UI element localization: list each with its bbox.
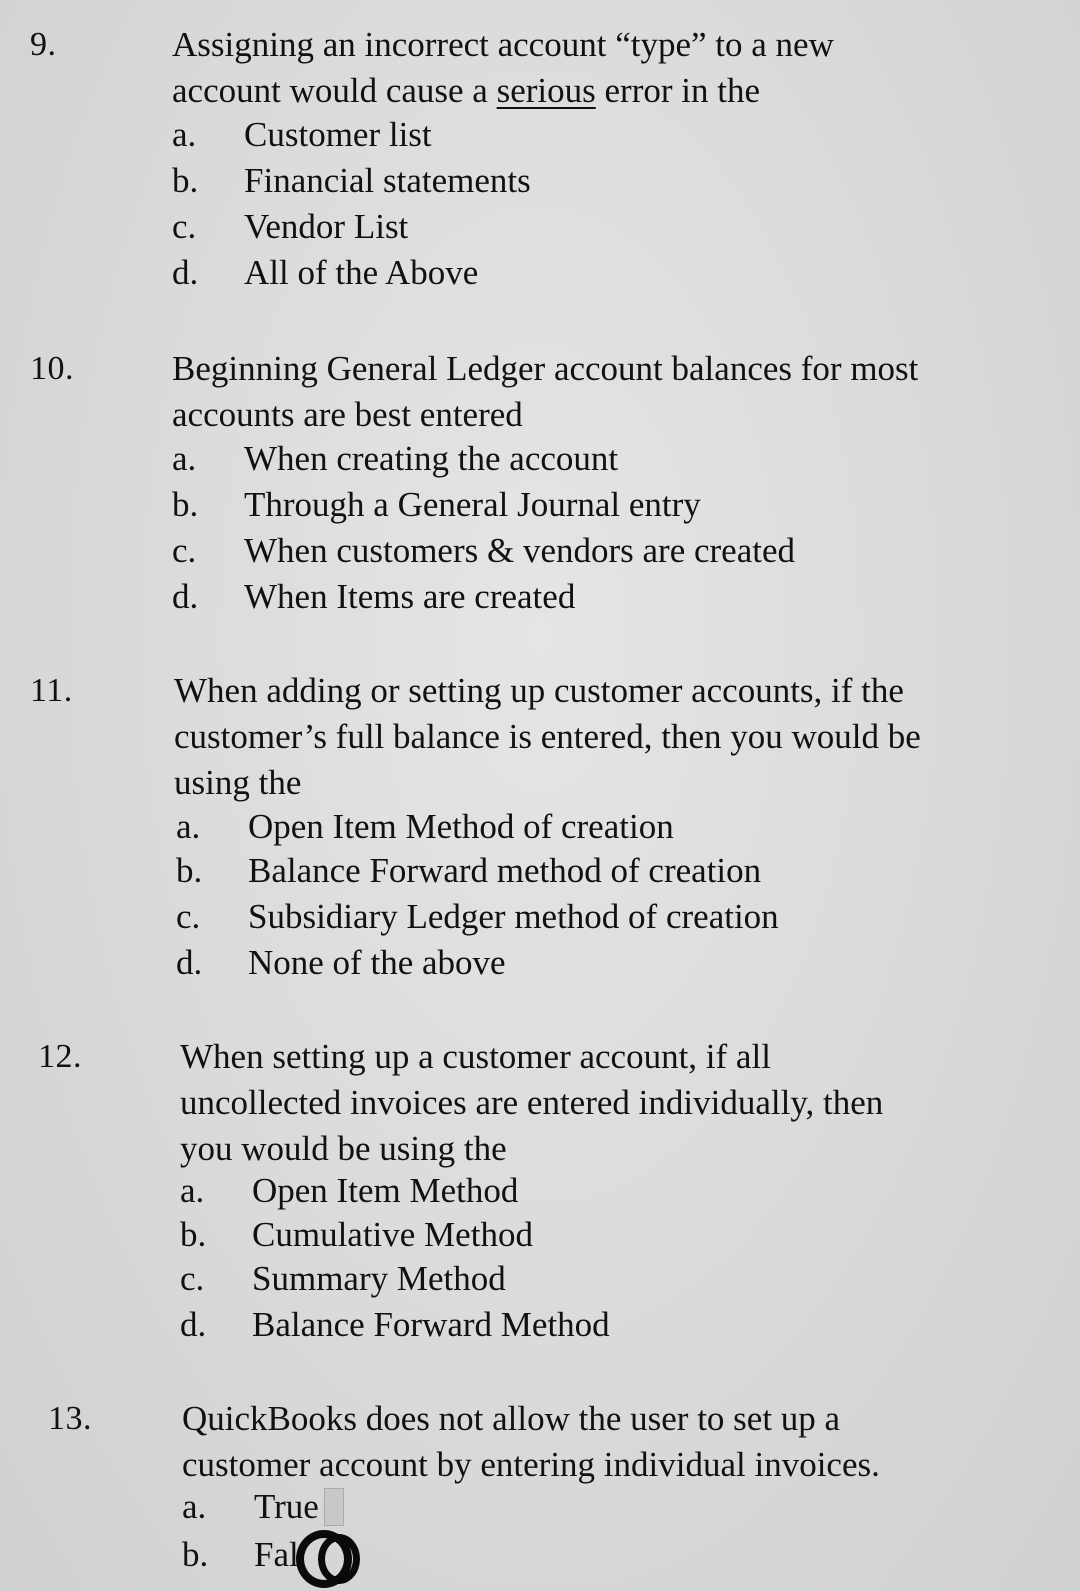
question-line: using the bbox=[174, 763, 302, 802]
option-d[interactable] bbox=[172, 250, 478, 296]
option-letter: c. bbox=[180, 1259, 205, 1298]
question-number: 12. bbox=[38, 1038, 82, 1075]
option-d[interactable] bbox=[176, 940, 506, 986]
option-a[interactable] bbox=[172, 112, 432, 158]
answer-circle-mark-inner bbox=[318, 1534, 360, 1584]
option-letter: a. bbox=[172, 439, 197, 478]
question-line: accounts are best entered bbox=[172, 395, 523, 434]
option-letter: d. bbox=[176, 943, 203, 982]
question-line: QuickBooks does not allow the user to set up a bbox=[182, 1399, 841, 1438]
option-b[interactable] bbox=[176, 848, 761, 894]
option-text: Through a General Journal entry bbox=[244, 485, 701, 524]
option-letter: c. bbox=[172, 531, 197, 570]
question-text bbox=[172, 346, 918, 438]
option-letter: b. bbox=[172, 485, 199, 524]
option-a[interactable] bbox=[172, 436, 618, 482]
question-line: you would be using the bbox=[180, 1129, 507, 1168]
option-a[interactable] bbox=[182, 1484, 319, 1530]
option-a[interactable] bbox=[180, 1168, 518, 1214]
option-b[interactable] bbox=[172, 158, 531, 204]
option-b[interactable] bbox=[182, 1532, 299, 1578]
option-letter: a. bbox=[182, 1487, 207, 1526]
option-text: Cumulative Method bbox=[252, 1215, 533, 1254]
question-line: Beginning General Ledger account balances for most bbox=[172, 349, 919, 388]
option-text: When customers & vendors are created bbox=[244, 531, 796, 570]
option-text: None of the above bbox=[248, 943, 506, 982]
question-line: customer’s full balance is entered, then you would be bbox=[174, 717, 921, 756]
option-text: Summary Method bbox=[252, 1259, 506, 1298]
option-letter: b. bbox=[176, 851, 203, 890]
option-a[interactable] bbox=[176, 804, 674, 850]
option-c[interactable] bbox=[176, 894, 779, 940]
option-text: When Items are created bbox=[244, 577, 576, 616]
question-number: 9. bbox=[30, 26, 57, 63]
option-text: When creating the account bbox=[244, 439, 619, 478]
question-line: When adding or setting up customer accounts, if the bbox=[174, 671, 904, 710]
option-b[interactable] bbox=[172, 482, 701, 528]
option-text: Customer list bbox=[244, 115, 432, 154]
option-letter: c. bbox=[176, 897, 201, 936]
question-line: customer account by entering individual invoices. bbox=[182, 1445, 880, 1484]
question-text bbox=[180, 1034, 883, 1172]
option-text: True bbox=[254, 1487, 319, 1526]
option-text: Open Item Method bbox=[252, 1171, 519, 1210]
option-c[interactable] bbox=[180, 1256, 506, 1302]
option-letter: b. bbox=[180, 1215, 207, 1254]
option-letter: a. bbox=[172, 115, 197, 154]
option-c[interactable] bbox=[172, 528, 795, 574]
question-line: When setting up a customer account, if all bbox=[180, 1037, 771, 1076]
option-text: Fal bbox=[254, 1535, 299, 1574]
option-b[interactable] bbox=[180, 1212, 533, 1258]
option-letter: c. bbox=[172, 207, 197, 246]
question-number: 11. bbox=[30, 672, 73, 709]
option-letter: b. bbox=[182, 1535, 209, 1574]
text-cursor-highlight bbox=[324, 1488, 344, 1526]
option-text: Open Item Method of creation bbox=[248, 807, 674, 846]
option-text: Financial statements bbox=[244, 161, 531, 200]
question-number: 13. bbox=[48, 1400, 92, 1437]
question-number: 10. bbox=[30, 350, 74, 387]
option-letter: a. bbox=[176, 807, 201, 846]
option-text: Vendor List bbox=[244, 207, 409, 246]
question-text bbox=[182, 1396, 880, 1488]
question-line: Assigning an incorrect account “type” to a new bbox=[172, 25, 834, 64]
option-d[interactable] bbox=[180, 1302, 610, 1348]
option-letter: d. bbox=[180, 1305, 207, 1344]
question-line: uncollected invoices are entered individually, then bbox=[180, 1083, 884, 1122]
option-d[interactable] bbox=[172, 574, 575, 620]
option-letter: d. bbox=[172, 577, 199, 616]
option-letter: b. bbox=[172, 161, 199, 200]
option-text: Subsidiary Ledger method of creation bbox=[248, 897, 779, 936]
option-c[interactable] bbox=[172, 204, 408, 250]
question-text bbox=[174, 668, 921, 806]
option-letter: a. bbox=[180, 1171, 205, 1210]
option-letter: d. bbox=[172, 253, 199, 292]
option-text: Balance Forward method of creation bbox=[248, 851, 762, 890]
option-text: All of the Above bbox=[244, 253, 479, 292]
option-text: Balance Forward Method bbox=[252, 1305, 610, 1344]
question-text bbox=[172, 22, 834, 114]
question-line: account would cause a serious error in the bbox=[172, 71, 760, 110]
